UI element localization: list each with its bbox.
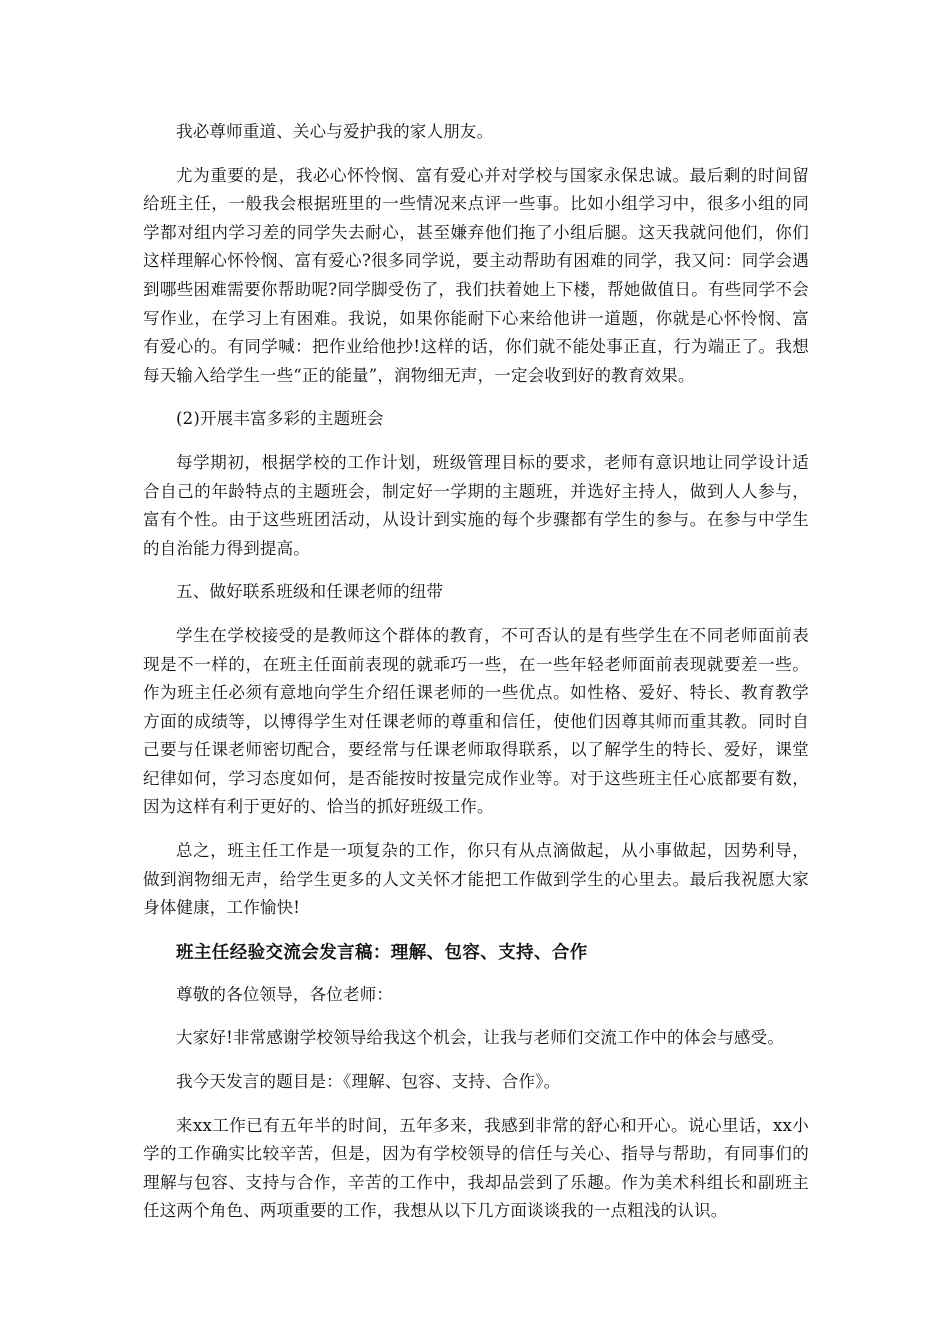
paragraph-respect-teachers: 我必尊师重道、关心与爱护我的家人朋友。 bbox=[176, 122, 494, 141]
paragraph-greeting-leaders: 尊敬的各位领导，各位老师： bbox=[176, 984, 394, 1004]
paragraph-conclusion: 总之，班主任工作是一项复杂的工作，你只有从点滴做起，从小事做起，因势利导，做到润物细无声，给学生更多的人文关怀才能把工作做到学生的心里去。最后我祝愿大家身体健康，工作愉快! bbox=[143, 841, 809, 918]
paragraph-topic: 我今天发言的题目是：《理解、包容、支持、合作》。 bbox=[176, 1072, 561, 1092]
speech-heading: 班主任经验交流会发言稿：理解、包容、支持、合作 bbox=[176, 942, 588, 963]
paragraph-theme-meeting: 每学期初，根据学校的工作计划，班级管理目标的要求，老师有意识地让同学设计适合自己的年龄特点的主题班会，制定好一学期的主题班，并选好主持人，做到人人参与，富有个性。由于这些班团活动，从设计到实施的每个步骤都有学生的参与。在参与中学生的自治能力得到提高。 bbox=[143, 452, 809, 558]
paragraph-compassion: 尤为重要的是，我必心怀怜悯、富有爱心并对学校与国家永保忠诚。最后剩的时间留给班主任，一般我会根据班里的一些情况来点评一些事。比如小组学习中，很多小组的同学都对组内学习差的同学失去耐心，甚至嫌弃他们拖了小组后腿。这天我就问他们，你们这样理解心怀怜悯、富有爱心?很多同学说，要主动帮助有困难的同学，我又问：同学会遇到哪些困难需要你帮助呢?同学脚受伤了，我们扶着她上下楼，帮她做值日。有些同学不会写作业，在学习上有困难。我说，如果你能耐下心来给他讲一道题，你就是心怀怜悯、富有爱心的。有同学喊：把作业给他抄!这样的话，你们就不能处事正直，行为端正了。我想每天输入给学生一些“正的能量”，润物细无声，一定会收到好的教育效果。 bbox=[143, 165, 809, 385]
paragraph-greeting-all: 大家好!非常感谢学校领导给我这个机会，让我与老师们交流工作中的体会与感受。 bbox=[176, 1028, 785, 1048]
document-page bbox=[143, 118, 809, 1241]
paragraph-theme-meeting-title: (2)开展丰富多彩的主题班会 bbox=[176, 409, 384, 429]
paragraph-teacher-link: 学生在学校接受的是教师这个群体的教育，不可否认的是有些学生在不同老师面前表现是不一样的，在班主任面前表现的就乖巧一些，在一些年轻老师面前表现就要差一些。作为班主任必须有意地向学生介绍任课老师的一些优点。如性格、爱好、特长、教育教学方面的成绩等，以博得学生对任课老师的尊重和信任，使他们因尊其师而重其教。同时自己要与任课老师密切配合，要经常与任课老师取得联系，以了解学生的特长、爱好，课堂纪律如何，学习态度如何，是否能按时按量完成作业等。对于这些班主任心底都要有数，因为这样有利于更好的、恰当的抓好班级工作。 bbox=[143, 625, 809, 817]
paragraph-work-experience: 来xx工作已有五年半的时间，五年多来，我感到非常的舒心和开心。说心里话，xx小学的工作确实比较辛苦，但是，因为有学校领导的信任与关心、指导与帮助，有同事们的理解与包容、支持与合作，辛苦的工作中，我却品尝到了乐趣。作为美术科组长和副班主任这两个角色、两项重要的工作，我想从以下几方面谈谈我的一点粗浅的认识。 bbox=[143, 1115, 809, 1221]
section-title-five: 五、做好联系班级和任课老师的纽带 bbox=[176, 582, 444, 602]
